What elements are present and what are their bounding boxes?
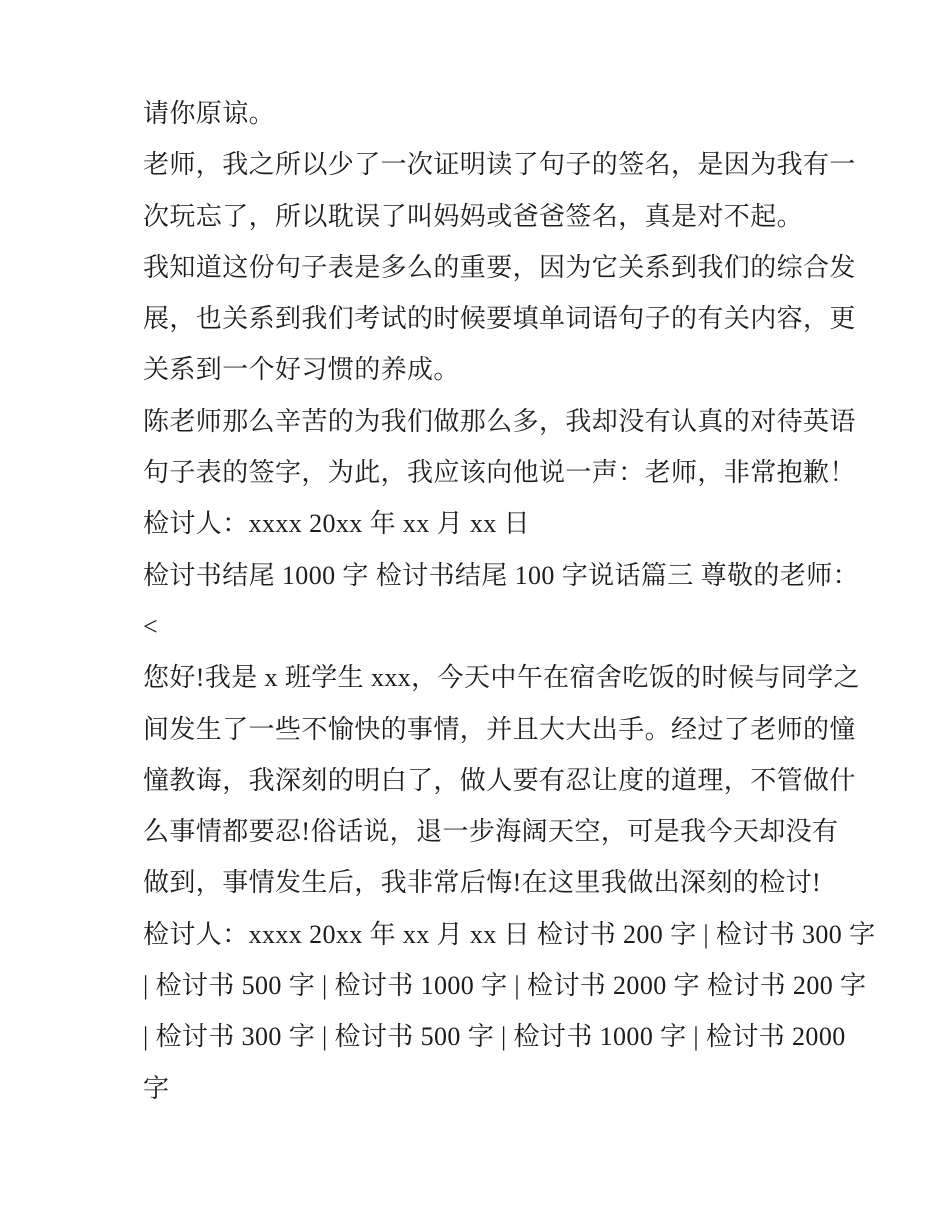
document-line-link-list: | 检讨书 500 字 | 检讨书 1000 字 | 检讨书 2000 字 检讨书 200 字 <box>143 971 867 1001</box>
document-line: 展，也关系到我们考试的时候要填单词语句子的有关内容，更 <box>143 304 856 334</box>
document-line: 做到，事情发生后，我非常后悔!在这里我做出深刻的检讨! <box>143 868 822 898</box>
document-line: 陈老师那么辛苦的为我们做那么多，我却没有认真的对待英语 <box>143 406 856 436</box>
document-line: 么事情都要忍!俗话说，退一步海阔天空，可是我今天却没有 <box>143 817 839 847</box>
document-line: 句子表的签字，为此，我应该向他说一声：老师，非常抱歉！ <box>143 458 856 488</box>
document-line-angle-bracket: < <box>143 611 159 641</box>
document-line: 我知道这份句子表是多么的重要，因为它关系到我们的综合发 <box>143 252 856 282</box>
document-line-link-list: | 检讨书 300 字 | 检讨书 500 字 | 检讨书 1000 字 | 检讨书 2000 <box>143 1022 846 1052</box>
document-line-signature: 检讨人：xxxx 20xx 年 xx 月 xx 日 检讨书 200 字 | 检讨书 300 字 <box>143 919 876 949</box>
document-line: 间发生了一些不愉快的事情，并且大大出手。经过了老师的憧 <box>143 714 856 744</box>
document-line: 老师，我之所以少了一次证明读了句子的签名，是因为我有一 <box>143 150 856 180</box>
document-line-signature: 检讨人：xxxx 20xx 年 xx 月 xx 日 <box>143 509 531 539</box>
document-line: 次玩忘了，所以耽误了叫妈妈或爸爸签名，真是对不起。 <box>143 201 804 231</box>
document-line: 请你原谅。 <box>143 99 276 128</box>
document-line: 憧教诲，我深刻的明白了，做人要有忍让度的道理，不管做什 <box>143 765 856 795</box>
document-line: 关系到一个好习惯的养成。 <box>143 355 460 385</box>
document-line: 字 <box>143 1073 170 1103</box>
document-line-section-heading: 检讨书结尾 1000 字 检讨书结尾 100 字说话篇三 尊敬的老师： <box>143 560 860 590</box>
document-line: 您好!我是 x 班学生 xxx，今天中午在宿舍吃饭的时候与同学之 <box>143 663 860 693</box>
